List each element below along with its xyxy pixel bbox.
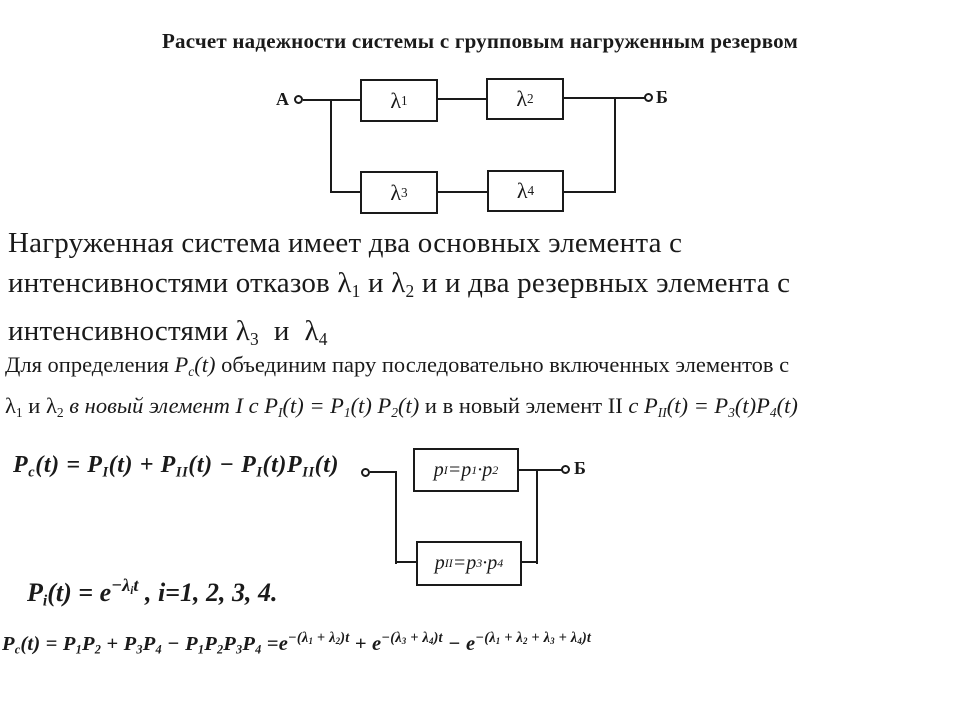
text-run: Нагруженная система имеет два основных элемента с: [8, 227, 683, 259]
symbol-t-arg: (t): [350, 393, 372, 419]
subscript: 3: [236, 642, 243, 657]
wire-left-junction: [330, 99, 332, 193]
subscript: I: [443, 462, 448, 477]
wire-right-junction: [614, 98, 616, 193]
element-box-lambda-3: [360, 171, 438, 214]
operator: +: [349, 633, 372, 655]
lambda-symbol: λ: [390, 87, 402, 113]
subscript: 3: [136, 642, 143, 657]
wire-bottom-mid: [438, 191, 487, 193]
text-run: интенсивностями отказов: [8, 267, 338, 299]
text-run: Для определения: [5, 352, 175, 377]
exponent: [475, 630, 591, 646]
subscript: c: [188, 364, 195, 380]
symbol-e: e: [372, 633, 382, 655]
subscript: 1: [15, 405, 23, 421]
math-inline: [63, 393, 420, 421]
text-run: и: [360, 267, 392, 299]
lambda-symbol: λ: [5, 393, 16, 419]
symbol-p: p: [433, 458, 444, 481]
symbol-P: P: [756, 393, 770, 419]
symbol-e: e: [99, 578, 112, 607]
operator: +: [101, 633, 124, 655]
subscript: II: [444, 556, 453, 570]
symbol-P: P: [204, 633, 217, 655]
text-run: и в новый элемент II: [419, 393, 629, 419]
wire-bottom-left: [331, 191, 360, 193]
symbol-P: P: [27, 578, 43, 607]
operator: =: [71, 578, 100, 607]
symbol-P: P: [82, 633, 95, 655]
math-inline: [628, 393, 798, 421]
lambda-symbol: λ: [422, 630, 429, 647]
operator: −: [161, 633, 186, 655]
symbol-t-arg: (t): [398, 393, 420, 419]
exp-text: +: [313, 630, 330, 647]
lambda-symbol: λ: [489, 630, 496, 647]
operator: ·: [477, 458, 483, 481]
exp-text: −λ: [111, 575, 131, 595]
terminal-b2-circle-icon: [561, 465, 570, 474]
operator: +: [133, 452, 161, 478]
element-box-lambda-1: [360, 79, 438, 122]
operator: −: [442, 633, 467, 655]
math-inline: [174, 352, 216, 380]
lambda-symbol: λ: [301, 630, 309, 647]
symbol-t-arg: (t): [108, 452, 134, 478]
symbol-t-arg: (t): [666, 393, 688, 419]
subscript: 2: [56, 405, 64, 421]
terminal-a-circle-icon: [294, 95, 303, 104]
equivalent-box-p1: [413, 448, 519, 492]
lambda-symbol: λ: [516, 178, 528, 203]
symbol-p: p: [487, 552, 498, 574]
lambda-symbol: λ: [337, 267, 352, 299]
exponent: [288, 630, 349, 646]
subscript: II: [302, 464, 315, 481]
symbol-P: P: [330, 393, 344, 419]
operator: =: [303, 393, 331, 419]
symbol-t-arg: (t): [314, 452, 340, 478]
subscript: 4: [318, 329, 328, 350]
formula-final: [2, 630, 592, 658]
subscript: i: [130, 584, 134, 597]
symbol-P: P: [2, 633, 15, 655]
exp-text: t: [133, 575, 139, 595]
text-run: интенсивностями: [8, 315, 236, 348]
subscript: I: [277, 405, 283, 421]
terminal-a-label: А: [276, 89, 289, 109]
symbol-P: P: [87, 452, 103, 478]
text-run: с: [628, 393, 644, 419]
exp-text: +: [527, 630, 544, 647]
symbol-t-arg: (t): [47, 578, 72, 607]
subscript: 4: [255, 642, 262, 657]
symbol-P: P: [185, 633, 198, 655]
symbol-p: p: [482, 458, 493, 481]
lambda-symbol: λ: [516, 86, 528, 111]
exp-text: )t: [581, 630, 592, 647]
lambda-symbol: λ: [570, 630, 578, 647]
subscript: 4: [769, 405, 777, 421]
lambda-subscript: 3: [401, 184, 408, 200]
exponent: [111, 575, 138, 595]
symbol-p: p: [461, 458, 472, 481]
subscript: 3: [728, 405, 735, 421]
symbol-P: P: [13, 452, 29, 478]
subscript: 4: [577, 636, 582, 647]
lambda-symbol: λ: [329, 630, 336, 647]
element-box-lambda-4: [487, 170, 564, 212]
lambda-symbol: λ: [45, 393, 57, 419]
subscript: 1: [471, 462, 478, 477]
subscript: 3: [250, 329, 259, 350]
subscript: 2: [522, 636, 528, 647]
symbol-P: P: [264, 393, 278, 419]
lambda-symbol: λ: [390, 179, 402, 205]
wire-a-in: [303, 99, 361, 101]
symbol-P: P: [160, 452, 176, 478]
text-run: и: [258, 315, 305, 348]
symbol-e: e: [278, 633, 289, 655]
exp-text: −(: [381, 630, 396, 647]
paragraph-detail: [5, 348, 959, 430]
operator: ·: [482, 552, 488, 574]
symbol-t-arg: (t): [734, 393, 757, 419]
text-run: , i=1, 2, 3, 4.: [138, 578, 278, 607]
subscript: 1: [343, 405, 351, 421]
slide-title: Расчет надежности системы с групповым нагруженным резервом: [162, 29, 798, 53]
text-run: и и два резервных элемента с: [414, 267, 791, 299]
exp-text: −(: [475, 630, 490, 647]
symbol-e: e: [466, 633, 476, 655]
subscript: 1: [308, 636, 314, 647]
subscript: 2: [405, 281, 415, 302]
wire-top-mid: [438, 98, 486, 100]
symbol-p: p: [466, 552, 477, 574]
symbol-t-arg: (t): [776, 393, 798, 419]
terminal-b-circle-icon: [644, 93, 653, 102]
lambda-symbol: λ: [543, 630, 551, 647]
subscript: 2: [216, 642, 224, 657]
symbol-P: P: [123, 633, 137, 655]
operator: =: [452, 552, 467, 574]
symbol-t-arg: (t): [282, 393, 304, 419]
subscript: 1: [351, 281, 361, 302]
equivalent-box-p2: [416, 541, 522, 586]
subscript: 2: [94, 642, 102, 657]
subscript: c: [14, 642, 21, 657]
subscript: 1: [75, 642, 82, 657]
lambda-symbol: λ: [395, 630, 402, 647]
symbol-t-arg: (t): [188, 452, 213, 478]
symbol-t-arg: (t): [262, 452, 287, 478]
subscript: 1: [197, 642, 205, 657]
subscript: 3: [401, 636, 407, 647]
subscript: II: [657, 405, 667, 421]
lambda-subscript: 1: [401, 92, 408, 108]
subscript: 2: [391, 405, 399, 421]
exp-text: +: [554, 630, 571, 647]
operator: =: [261, 633, 279, 655]
wire-in: [370, 471, 397, 473]
exp-text: +: [500, 630, 517, 647]
operator: =: [40, 633, 63, 655]
terminal-b2-label: Б: [574, 458, 586, 478]
symbol-P: P: [287, 452, 303, 478]
exp-text: )t: [433, 630, 443, 647]
subscript: 3: [550, 636, 555, 647]
subscript: 2: [492, 462, 499, 477]
symbol-t-arg: (t): [35, 452, 60, 478]
subscript: 4: [428, 636, 434, 647]
subscript: I: [256, 464, 263, 481]
lambda-symbol: λ: [235, 315, 251, 348]
terminal-b-label: Б: [656, 87, 668, 107]
wire-right-junction: [536, 470, 538, 564]
operator: −: [212, 452, 242, 478]
symbol-P: P: [62, 633, 76, 655]
subscript: II: [175, 464, 189, 481]
exp-text: )t: [340, 630, 350, 647]
symbol-P: P: [223, 633, 237, 655]
terminal-in-circle-icon: [361, 468, 370, 477]
lambda-symbol: λ: [304, 315, 319, 348]
wire-bottom-left: [395, 561, 416, 563]
symbol-P: P: [377, 393, 392, 419]
text-run: в новый элемент I с: [63, 393, 265, 419]
symbol-P: P: [174, 352, 189, 377]
exponent: [381, 630, 442, 646]
symbol-P: P: [714, 393, 729, 419]
lambda-symbol: λ: [391, 267, 406, 299]
symbol-t-arg: (t): [20, 633, 41, 655]
subscript: c: [28, 464, 36, 481]
symbol-P: P: [242, 633, 256, 655]
subscript: 1: [495, 636, 501, 647]
text-run: и: [22, 393, 46, 419]
operator: =: [447, 458, 462, 481]
wire-left-junction: [395, 471, 397, 564]
text-run: объединим пару последовательно включенных элементов с: [215, 352, 790, 377]
subscript: i: [42, 592, 48, 610]
exp-text: +: [406, 630, 423, 647]
symbol-t-arg: (t): [194, 352, 216, 377]
subscript: I: [102, 464, 109, 481]
symbol-P: P: [241, 452, 257, 478]
exp-text: −(: [288, 630, 302, 647]
subscript: 3: [476, 556, 483, 570]
operator: =: [687, 393, 715, 419]
wire-top-right: [519, 469, 562, 471]
formula-system-reliability: [13, 452, 339, 481]
lambda-subscript: 4: [527, 183, 535, 198]
symbol-P: P: [643, 393, 658, 419]
wire-bottom-right: [521, 561, 537, 563]
subscript: 4: [497, 556, 504, 570]
lambda-symbol: λ: [516, 630, 523, 647]
lambda-subscript: 2: [527, 91, 534, 106]
wire-top-right: [564, 97, 645, 99]
wire-bottom-right: [564, 191, 616, 193]
subscript: 2: [335, 636, 341, 647]
symbol-P: P: [142, 633, 156, 655]
formula-element-reliability: [27, 575, 278, 611]
operator: =: [59, 452, 88, 478]
paragraph-main: [8, 223, 958, 359]
subscript: 4: [155, 642, 162, 657]
symbol-p: p: [434, 552, 445, 574]
element-box-lambda-2: [486, 78, 564, 120]
